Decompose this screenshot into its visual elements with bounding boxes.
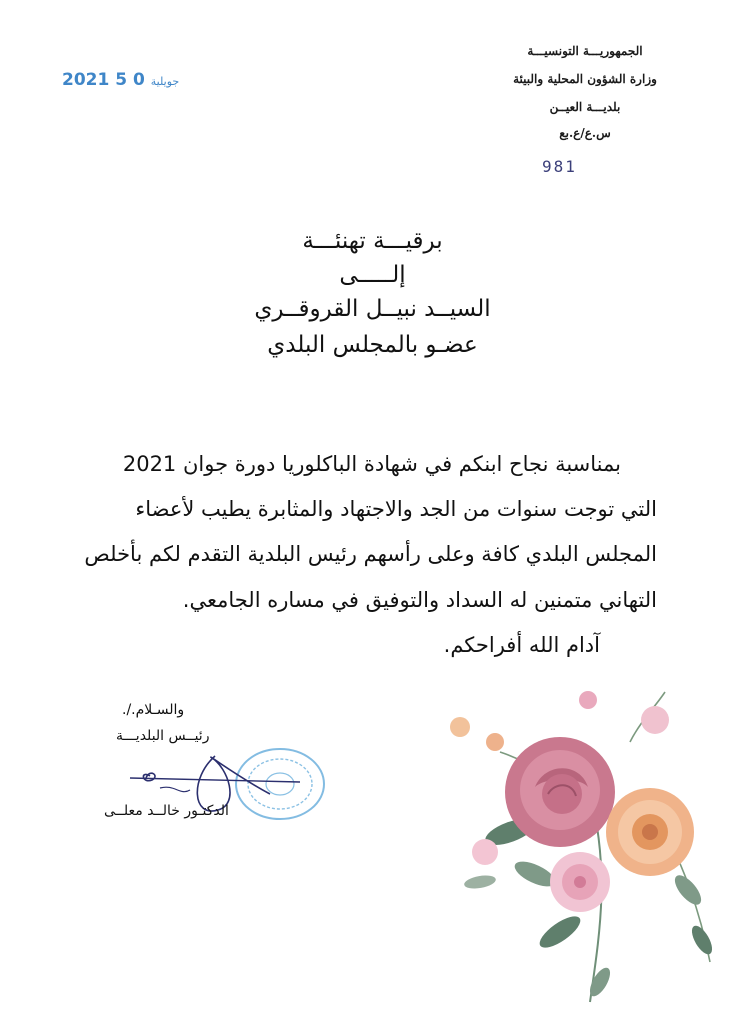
- reference-label: س.ع/ع.بع: [559, 126, 611, 140]
- recipient-name: السيــد نبيــل القروقــري: [254, 296, 491, 322]
- salutation: والسـلام./.: [122, 702, 185, 718]
- body-line-4: التهاني متمنين له السداد والتوفيق في مساره الجامعي.: [182, 588, 657, 612]
- signatory-role: رئيــس البلديـــة: [116, 728, 210, 744]
- body-line-2: التي توجت سنوات من الجد والاجتهاد والمثابرة يطيب لأعضاء: [135, 497, 657, 521]
- recipient-to: إلـــــى: [339, 262, 406, 288]
- letterhead: [470, 44, 700, 140]
- stamp-month: جويلية: [150, 75, 180, 88]
- stamp-day: 0 5: [115, 70, 145, 90]
- body-line-1: بمناسبة نجاح ابنكم في شهادة الباكلوريا دورة جوان 2021: [122, 452, 621, 476]
- telegram-title: برقيـــة تهنئـــة: [302, 228, 443, 254]
- recipient-role: عضـو بالمجلس البلدي: [267, 332, 478, 358]
- republic-title: الجمهوريـــة التونسيـــة: [527, 44, 643, 58]
- municipality-title: بلديـــة العيــن: [549, 100, 621, 114]
- reference-number: 981: [542, 157, 577, 176]
- date-stamp: [62, 70, 179, 90]
- closing-line: آدام الله أفراحكم.: [443, 633, 600, 657]
- signatory-name: الدكتـور خالــد معلــى: [104, 803, 229, 819]
- body-line-3: المجلس البلدي كافة وعلى رأسهم رئيس البلدية التقدم لكم بأخلص: [84, 542, 657, 566]
- ministry-title: وزارة الشؤون المحلية والبيئة: [513, 72, 657, 86]
- floral-bouquet-icon: [440, 682, 730, 1012]
- stamp-year: 2021: [62, 70, 110, 90]
